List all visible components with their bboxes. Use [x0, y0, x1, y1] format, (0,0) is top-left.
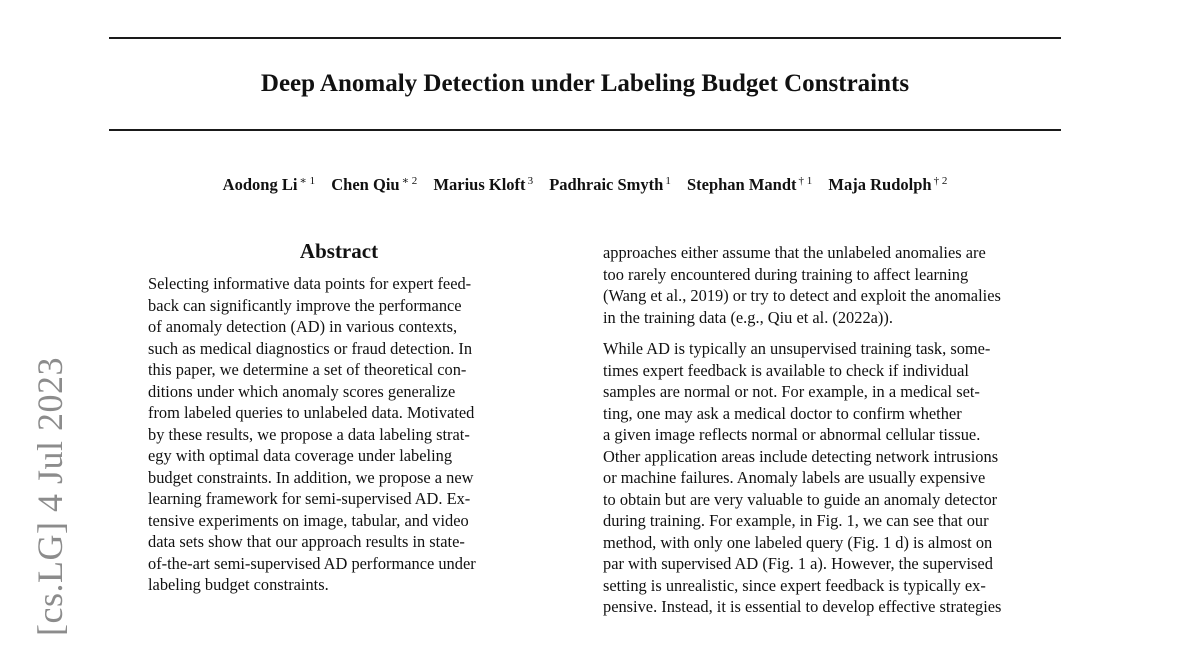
body-line: par with supervised AD (Fig. 1 a). However, the supervised [603, 554, 993, 573]
body-line: (Wang et al., 2019) or try to detect and exploit the anomalies [603, 286, 1001, 305]
author [828, 175, 947, 194]
paragraph-gap [603, 328, 1065, 338]
author-name: Aodong Li [222, 175, 298, 194]
intro-column [603, 242, 1065, 618]
body-line: to obtain but are very valuable to guide an anomaly detector [603, 489, 998, 509]
body-line: a given image reflects normal or abnormal cellular tissue. [603, 425, 981, 444]
body-line: in the training data (e.g., Qiu et al. (2022a)). [603, 307, 893, 327]
abstract-line: this paper, we determine a set of theoretical con- [148, 360, 467, 379]
body-line: times expert feedback is available to check if individual [603, 360, 969, 380]
abstract-line: by these results, we propose a data labeling strat- [148, 424, 470, 444]
abstract-line: data sets show that our approach results in state- [148, 532, 465, 551]
body-line: setting is unrealistic, since expert feedback is typically ex- [603, 575, 986, 595]
author-affiliation-mark: ∗ 2 [401, 175, 418, 187]
author-name: Stephan Mandt [686, 175, 797, 194]
abstract-line: of anomaly detection (AD) in various contexts, [148, 317, 458, 336]
abstract-line: learning framework for semi-supervised AD. Ex- [148, 489, 471, 508]
abstract-line: back can significantly improve the performance [148, 295, 462, 315]
arxiv-side-stamp: [cs.LG] 4 Jul 2023 [30, 357, 70, 636]
title-rule-bottom [109, 129, 1061, 131]
author-affiliation-mark: † 2 [933, 175, 948, 187]
author [223, 175, 315, 194]
intro-paragraph-1 [603, 242, 1065, 328]
abstract-line: tensive experiments on image, tabular, and video [148, 510, 469, 530]
author [331, 175, 417, 194]
abstract-line: egy with optimal data coverage under labeling [148, 446, 453, 465]
author-name: Padhraic Smyth [549, 175, 664, 194]
abstract-line: from labeled queries to unlabeled data. Motivated [148, 403, 475, 422]
intro-paragraph-2 [603, 338, 1065, 618]
author-affiliation-mark: † 1 [798, 175, 813, 187]
body-line: samples are normal or not. For example, in a medical set- [603, 382, 980, 401]
abstract-line: ditions under which anomaly scores generalize [148, 381, 456, 401]
abstract-line: such as medical diagnostics or fraud detection. In [148, 338, 473, 358]
body-line: too rarely encountered during training to affect learning [603, 264, 969, 284]
author-name: Chen Qiu [331, 175, 400, 194]
body-line: Other application areas include detecting network intrusions [603, 446, 999, 466]
body-line: approaches either assume that the unlabeled anomalies are [603, 243, 986, 262]
abstract-body [148, 273, 532, 596]
body-line: during training. For example, in Fig. 1, we can see that our [603, 511, 989, 530]
abstract-line: Selecting informative data points for expert feed- [148, 274, 472, 293]
paper-title: Deep Anomaly Detection under Labeling Budget Constraints [260, 70, 910, 97]
abstract-line: budget constraints. In addition, we propose a new [148, 467, 474, 487]
author-list [109, 174, 1061, 196]
body-line: pensive. Instead, it is essential to develop effective strategies [603, 597, 1002, 616]
body-line: method, with only one labeled query (Fig. 1 d) is almost on [603, 532, 993, 552]
author-name: Maja Rudolph [828, 175, 932, 194]
author-name: Marius Kloft [433, 175, 526, 194]
abstract-line: labeling budget constraints. [148, 575, 329, 594]
body-line: ting, one may ask a medical doctor to confirm whether [603, 403, 962, 423]
author [549, 175, 671, 194]
body-line: or machine failures. Anomaly labels are usually expensive [603, 468, 986, 487]
title-rule-top [109, 37, 1061, 39]
author [687, 175, 812, 194]
body-line: While AD is typically an unsupervised training task, some- [603, 339, 991, 358]
author [433, 175, 533, 194]
abstract-line: of-the-art semi-supervised AD performance under [148, 553, 476, 573]
abstract-heading: Abstract [299, 239, 379, 263]
author-affiliation-mark: 3 [527, 175, 534, 187]
author-affiliation-mark: 1 [665, 175, 671, 187]
author-affiliation-mark: ∗ 1 [299, 175, 316, 187]
